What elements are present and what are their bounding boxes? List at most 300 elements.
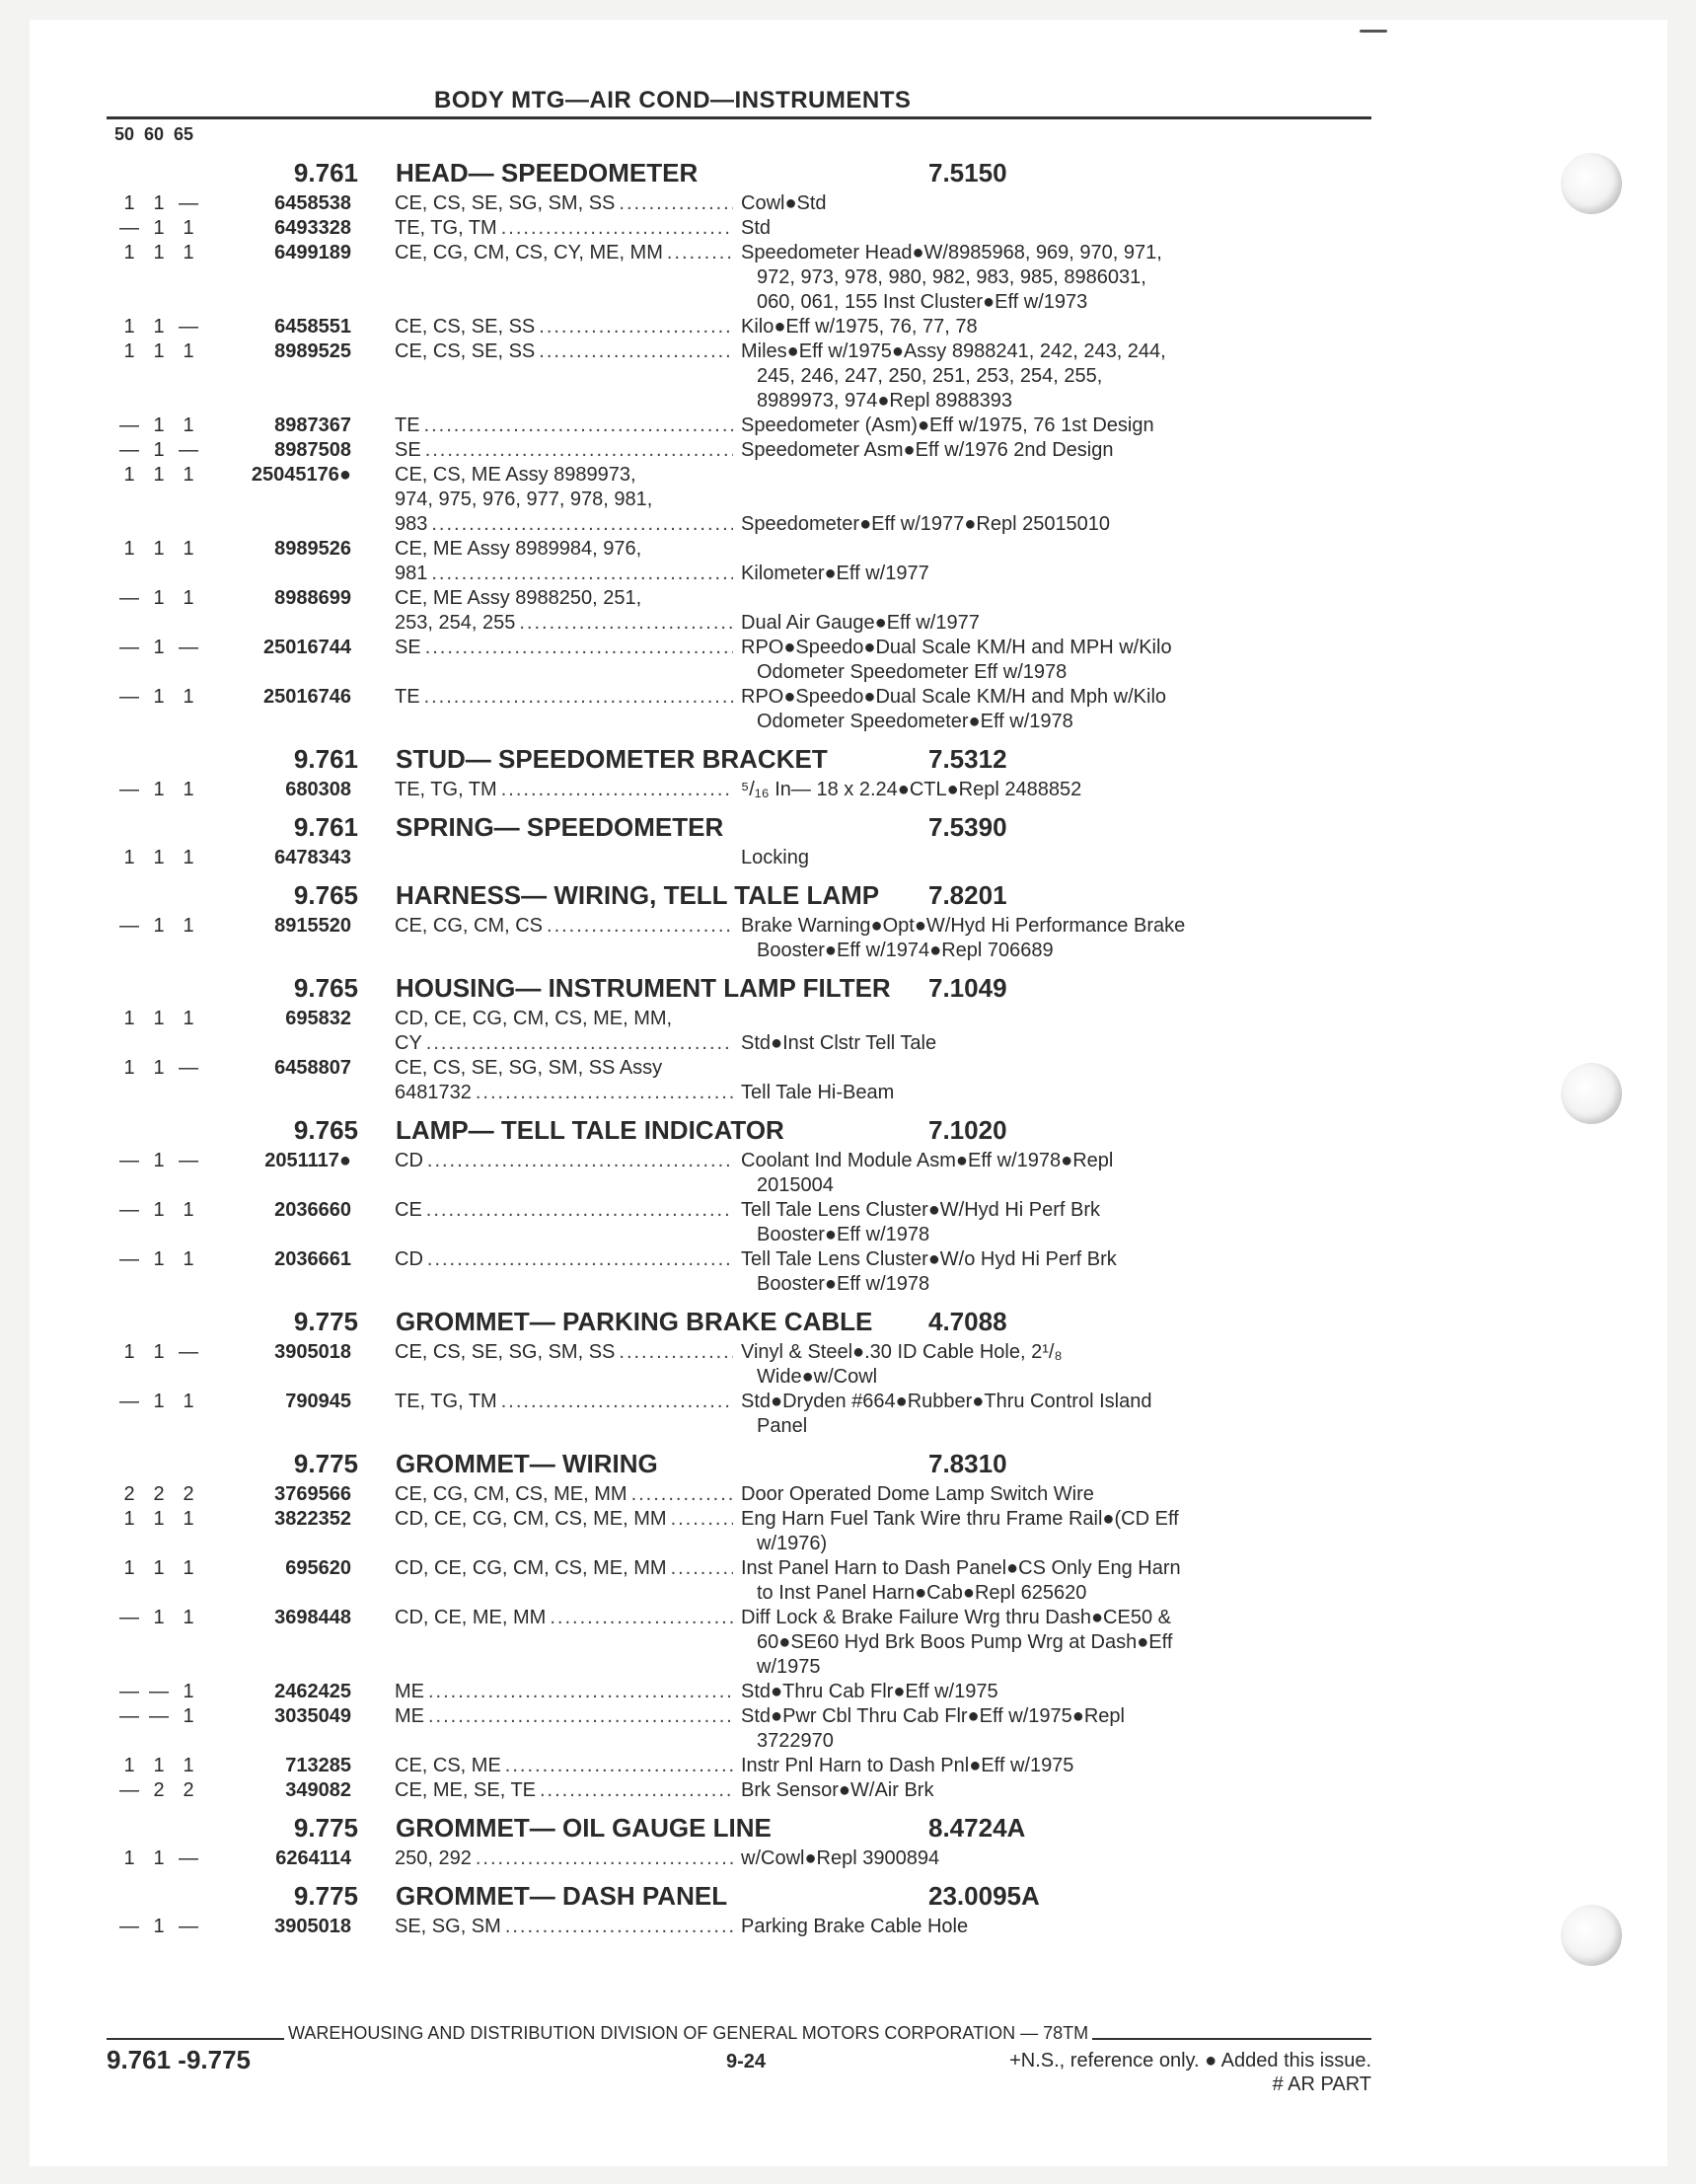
year-65-qty: 1 xyxy=(183,1508,194,1530)
year-60-qty: — xyxy=(149,1705,169,1727)
section-heading xyxy=(114,1881,1371,1911)
description-line: Coolant Ind Module Asm●Eff w/1978●Repl xyxy=(741,1150,1114,1171)
description-line: Std●Thru Cab Flr●Eff w/1975 xyxy=(741,1681,998,1702)
description-line: Kilometer●Eff w/1977 xyxy=(741,563,929,584)
part-description xyxy=(733,1482,1323,1507)
section-number: 9.761 xyxy=(293,812,358,842)
part-number: 25016744 xyxy=(263,637,351,658)
year-65-qty: — xyxy=(179,1057,198,1079)
part-description xyxy=(733,1846,1323,1871)
description-line xyxy=(741,1007,1323,1031)
leader-dots xyxy=(615,1340,733,1365)
part-number: 695620 xyxy=(285,1557,351,1579)
part-description xyxy=(733,438,1323,463)
part-number: 2051117● xyxy=(264,1150,351,1171)
part-description xyxy=(733,1507,1323,1556)
description-line: Instr Pnl Harn to Dash Pnl●Eff w/1975 xyxy=(741,1755,1074,1776)
section-name: GROMMET— OIL GAUGE LINE xyxy=(396,1813,772,1843)
description-line: ⁵/₁₆ In— 18 x 2.24●CTL●Repl 2488852 xyxy=(741,779,1082,800)
part-description xyxy=(733,191,1323,216)
year-50-qty: — xyxy=(119,915,139,937)
year-60-qty: — xyxy=(149,1681,169,1702)
year-50-qty: 1 xyxy=(123,192,135,214)
application-line xyxy=(395,1223,733,1247)
part-row xyxy=(114,1198,1371,1247)
part-number: 8987367 xyxy=(274,414,351,436)
year-50-qty: — xyxy=(119,637,139,658)
year-65-qty: 1 xyxy=(183,1557,194,1579)
part-description xyxy=(733,1390,1323,1439)
application-line xyxy=(395,1272,733,1297)
part-row xyxy=(114,685,1371,734)
leader-dots xyxy=(615,191,733,216)
description-line: Std●Dryden #664●Rubber●Thru Control Island xyxy=(741,1391,1152,1412)
part-description xyxy=(733,1056,1323,1105)
application-line xyxy=(395,710,733,734)
year-60-qty: 1 xyxy=(153,1916,165,1937)
year-50-qty: 2 xyxy=(123,1483,135,1505)
year-50-qty: 1 xyxy=(123,847,135,868)
description-line: Speedometer●Eff w/1977●Repl 25015010 xyxy=(741,513,1111,535)
year-65-qty: 1 xyxy=(183,1008,194,1029)
application-text: TE, TG, TM xyxy=(395,779,497,800)
application-line xyxy=(395,685,733,710)
application-line xyxy=(395,1581,733,1606)
leader-dots xyxy=(420,685,733,710)
part-row xyxy=(114,463,1371,537)
leader-dots xyxy=(663,241,733,265)
leader-dots xyxy=(424,1680,733,1704)
application-codes xyxy=(357,1198,733,1247)
year-65-qty: — xyxy=(179,1341,198,1363)
application-line xyxy=(395,1031,733,1056)
legend-line: +N.S., reference only. ● Added this issue. xyxy=(1009,2050,1371,2071)
application-text: TE, TG, TM xyxy=(395,1391,497,1412)
part-row xyxy=(114,1482,1371,1507)
application-line xyxy=(395,1149,733,1173)
description-line: Eng Harn Fuel Tank Wire thru Frame Rail●(CD Eff xyxy=(741,1508,1179,1530)
application-codes xyxy=(357,586,733,636)
application-line xyxy=(395,1173,733,1198)
part-description xyxy=(733,1340,1323,1390)
description-line: Brk Sensor●W/Air Brk xyxy=(741,1779,934,1801)
part-row xyxy=(114,339,1371,414)
application-codes xyxy=(357,1007,733,1056)
year-50-qty: 1 xyxy=(123,1847,135,1869)
section-heading xyxy=(114,744,1371,774)
application-line xyxy=(395,389,733,414)
year-65-qty: 1 xyxy=(183,1755,194,1776)
year-65-qty: 1 xyxy=(183,1391,194,1412)
leader-dots xyxy=(420,414,733,438)
part-number: 6493328 xyxy=(274,217,351,239)
application-line xyxy=(395,1606,733,1630)
application-line xyxy=(395,1056,733,1081)
part-description xyxy=(733,537,1323,586)
year-65-qty: 2 xyxy=(183,1779,194,1801)
application-text: CD xyxy=(395,1150,423,1171)
part-number: 25016746 xyxy=(263,686,351,708)
application-text: CD xyxy=(395,1248,423,1270)
page-title: BODY MTG—AIR COND—INSTRUMENTS xyxy=(434,87,912,113)
description-line: Miles●Eff w/1975●Assy 8988241, 242, 243, 244, xyxy=(741,340,1166,362)
application-line xyxy=(395,339,733,364)
part-number: 3905018 xyxy=(274,1341,351,1363)
application-line xyxy=(395,1482,733,1507)
part-description xyxy=(733,1247,1323,1297)
year-60-qty: 1 xyxy=(153,1607,165,1628)
application-line xyxy=(395,914,733,939)
part-row xyxy=(114,414,1371,438)
section-name: HEAD— SPEEDOMETER xyxy=(396,158,699,188)
application-line xyxy=(395,1630,733,1655)
part-number: 695832 xyxy=(285,1008,351,1029)
year-50-qty: — xyxy=(119,1607,139,1628)
part-number: 6458538 xyxy=(274,192,351,214)
application-codes xyxy=(357,1754,733,1778)
description-line: 060, 061, 155 Inst Cluster●Eff w/1973 xyxy=(757,291,1088,313)
year-65-qty: — xyxy=(179,1916,198,1937)
year-60-qty: 1 xyxy=(153,1847,165,1869)
application-codes xyxy=(357,1149,733,1198)
part-row xyxy=(114,1247,1371,1297)
application-text: 981 xyxy=(395,563,428,584)
part-description xyxy=(733,1778,1323,1803)
year-65-qty: 1 xyxy=(183,340,194,362)
section-name: STUD— SPEEDOMETER BRACKET xyxy=(396,744,828,774)
year-65-qty: — xyxy=(179,1847,198,1869)
application-line xyxy=(395,315,733,339)
application-line xyxy=(395,488,733,512)
part-description xyxy=(733,586,1323,636)
application-text: CE, CG, CM, CS xyxy=(395,915,544,937)
application-line xyxy=(395,414,733,438)
application-text: CE, CS, SE, SS xyxy=(395,316,536,338)
application-line xyxy=(395,1778,733,1803)
application-codes xyxy=(357,636,733,685)
year-60-qty: 1 xyxy=(153,1755,165,1776)
application-line xyxy=(395,1532,733,1556)
part-description xyxy=(733,1556,1323,1606)
application-line xyxy=(395,265,733,290)
application-line xyxy=(395,939,733,963)
application-line xyxy=(395,1390,733,1414)
application-line xyxy=(395,1340,733,1365)
application-line xyxy=(395,1198,733,1223)
part-row xyxy=(114,241,1371,315)
description-line: Wide●w/Cowl xyxy=(757,1366,878,1388)
description-line: Speedometer Asm●Eff w/1976 2nd Design xyxy=(741,439,1114,461)
footer-range: 9.761 -9.775 xyxy=(107,2045,252,2074)
description-line: 8989973, 974●Repl 8988393 xyxy=(757,390,1012,412)
application-line xyxy=(395,1507,733,1532)
part-row xyxy=(114,636,1371,685)
section-code: 8.4724A xyxy=(928,1813,1026,1843)
year-50-qty: — xyxy=(119,414,139,436)
description-line: Tell Tale Lens Cluster●W/o Hyd Hi Perf Brk xyxy=(741,1248,1117,1270)
part-row xyxy=(114,586,1371,636)
application-text: CE, ME, SE, TE xyxy=(395,1779,536,1801)
part-description xyxy=(733,339,1323,414)
application-line xyxy=(395,216,733,241)
application-text: SE xyxy=(395,439,421,461)
description-line: Odometer Speedometer Eff w/1978 xyxy=(757,661,1068,683)
part-row xyxy=(114,1704,1371,1754)
application-text: TE xyxy=(395,414,420,436)
part-number: 8987508 xyxy=(274,439,351,461)
title-rule xyxy=(107,116,1371,119)
description-line: Vinyl & Steel●.30 ID Cable Hole, 2¹/₈ xyxy=(741,1341,1063,1363)
year-50-qty: 1 xyxy=(123,538,135,560)
part-number: 8915520 xyxy=(274,915,351,937)
section-heading xyxy=(114,1813,1371,1843)
description-line xyxy=(741,586,1323,611)
section-heading xyxy=(114,812,1371,842)
application-text: CE, ME Assy 8988250, 251, xyxy=(395,587,642,609)
part-number: 25045176● xyxy=(251,464,351,486)
year-65-qty: 1 xyxy=(183,779,194,800)
leader-dots xyxy=(427,562,733,586)
part-description xyxy=(733,241,1323,315)
year-65-qty: 1 xyxy=(183,587,194,609)
parts-list xyxy=(114,148,1371,1939)
year-65-qty: 1 xyxy=(183,1607,194,1628)
application-codes xyxy=(357,1846,733,1871)
year-50-qty: — xyxy=(119,217,139,239)
year-65-qty: — xyxy=(179,1150,198,1171)
application-line xyxy=(395,636,733,660)
year-65-qty: 1 xyxy=(183,847,194,868)
section-number: 9.765 xyxy=(293,880,358,910)
part-row xyxy=(114,778,1371,802)
part-row xyxy=(114,1390,1371,1439)
application-text: CE, CG, CM, CS, CY, ME, MM xyxy=(395,242,663,264)
year-50-qty: — xyxy=(119,779,139,800)
page-mark xyxy=(1360,30,1387,33)
part-row xyxy=(114,1846,1371,1871)
part-number: 3822352 xyxy=(274,1508,351,1530)
application-line xyxy=(395,290,733,315)
application-codes xyxy=(357,216,733,241)
description-line: Kilo●Eff w/1975, 76, 77, 78 xyxy=(741,316,978,338)
leader-dots xyxy=(667,1507,733,1532)
application-text: CE, CS, ME Assy 8989973, xyxy=(395,464,636,486)
application-line xyxy=(395,1365,733,1390)
description-line: Tell Tale Lens Cluster●W/Hyd Hi Perf Brk xyxy=(741,1199,1101,1221)
part-number: 6458551 xyxy=(274,316,351,338)
year-65-qty: 1 xyxy=(183,217,194,239)
application-line xyxy=(395,660,733,685)
description-line: 245, 246, 247, 250, 251, 253, 254, 255, xyxy=(757,365,1103,387)
application-text: CE, CS, ME xyxy=(395,1755,501,1776)
application-line xyxy=(395,778,733,802)
year-60-qty: 1 xyxy=(153,587,165,609)
application-codes xyxy=(357,241,733,315)
application-codes xyxy=(357,191,733,216)
application-codes xyxy=(357,537,733,586)
application-codes xyxy=(357,1507,733,1556)
part-row xyxy=(114,438,1371,463)
application-codes xyxy=(357,1247,733,1297)
year-50-qty: 1 xyxy=(123,1557,135,1579)
application-text: CE, CS, SE, SS xyxy=(395,340,536,362)
year-60-qty: 1 xyxy=(153,1199,165,1221)
part-row xyxy=(114,191,1371,216)
year-60-qty: 2 xyxy=(153,1779,165,1801)
part-row xyxy=(114,1056,1371,1105)
section-code: 23.0095A xyxy=(928,1881,1040,1911)
leader-dots xyxy=(536,1778,733,1803)
application-codes xyxy=(357,1915,733,1939)
part-description xyxy=(733,1007,1323,1056)
application-line xyxy=(395,562,733,586)
year-65-qty: — xyxy=(179,192,198,214)
description-line: Speedometer Head●W/8985968, 969, 970, 971, xyxy=(741,242,1162,264)
description-line: Booster●Eff w/1974●Repl 706689 xyxy=(757,940,1054,961)
year-60-qty: 1 xyxy=(153,242,165,264)
year-50-qty: — xyxy=(119,439,139,461)
leader-dots xyxy=(501,1915,733,1939)
footer-division: WAREHOUSING AND DISTRIBUTION DIVISION OF GENERAL MOTORS CORPORATION — 78TM xyxy=(288,2023,1089,2043)
application-line xyxy=(395,1655,733,1680)
leader-dots xyxy=(427,512,733,537)
description-line: Cowl●Std xyxy=(741,192,827,214)
description-line: Dual Air Gauge●Eff w/1977 xyxy=(741,612,980,634)
part-number: 6458807 xyxy=(274,1057,351,1079)
description-line: to Inst Panel Harn●Cab●Repl 625620 xyxy=(757,1582,1087,1604)
application-line xyxy=(395,1081,733,1105)
application-text: CD, CE, CG, CM, CS, ME, MM xyxy=(395,1557,667,1579)
part-row xyxy=(114,216,1371,241)
application-codes xyxy=(357,463,733,537)
year-columns-header: 50 60 65 xyxy=(114,124,194,144)
part-number: 3698448 xyxy=(274,1607,351,1628)
application-text: SE, SG, SM xyxy=(395,1916,501,1937)
application-line xyxy=(395,1729,733,1754)
year-60-qty: 1 xyxy=(153,316,165,338)
section-name: HOUSING— INSTRUMENT LAMP FILTER xyxy=(396,973,891,1003)
leader-dots xyxy=(497,1390,733,1414)
year-65-qty: 1 xyxy=(183,1199,194,1221)
leader-dots xyxy=(472,1081,733,1105)
section-code: 7.5390 xyxy=(928,812,1007,842)
year-60-qty: 1 xyxy=(153,464,165,486)
description-line: Brake Warning●Opt●W/Hyd Hi Performance Brake xyxy=(741,915,1186,937)
year-60-qty: 1 xyxy=(153,414,165,436)
application-text: CD, CE, CG, CM, CS, ME, MM xyxy=(395,1508,667,1530)
part-number: 8988699 xyxy=(274,587,351,609)
leader-dots xyxy=(423,1149,733,1173)
year-60-qty: 1 xyxy=(153,1508,165,1530)
part-number: 8989526 xyxy=(274,538,351,560)
section-heading xyxy=(114,973,1371,1003)
description-line xyxy=(741,1056,1323,1081)
description-line: 2015004 xyxy=(757,1174,834,1196)
section-number: 9.775 xyxy=(293,1449,358,1478)
section-name: GROMMET— DASH PANEL xyxy=(396,1881,728,1911)
year-60-qty: 1 xyxy=(153,217,165,239)
description-line xyxy=(741,488,1323,512)
year-60-qty: 1 xyxy=(153,1008,165,1029)
year-65-qty: 1 xyxy=(183,538,194,560)
part-description xyxy=(733,1606,1323,1680)
application-text: CE, CS, SE, SG, SM, SS xyxy=(395,1341,616,1363)
application-line xyxy=(395,191,733,216)
year-50-qty: 1 xyxy=(123,1008,135,1029)
description-line xyxy=(741,537,1323,562)
application-codes xyxy=(357,315,733,339)
application-text: 974, 975, 976, 977, 978, 981, xyxy=(395,489,653,510)
application-codes xyxy=(357,1704,733,1754)
year-65-qty: — xyxy=(179,439,198,461)
leader-dots xyxy=(424,1704,733,1729)
leader-dots xyxy=(422,1198,733,1223)
year-50-qty: 1 xyxy=(123,1057,135,1079)
year-50-qty: — xyxy=(119,1150,139,1171)
part-number: 2036661 xyxy=(274,1248,351,1270)
year-50-qty: — xyxy=(119,1705,139,1727)
section-heading xyxy=(114,1307,1371,1336)
description-line: Door Operated Dome Lamp Switch Wire xyxy=(741,1483,1094,1505)
application-text: ME xyxy=(395,1681,424,1702)
part-row xyxy=(114,1149,1371,1198)
section-name: LAMP— TELL TALE INDICATOR xyxy=(396,1115,784,1145)
footer-division-line xyxy=(107,2023,1371,2044)
leader-dots xyxy=(535,315,733,339)
year-50-qty: 1 xyxy=(123,316,135,338)
year-60-qty: 1 xyxy=(153,915,165,937)
part-description xyxy=(733,315,1323,339)
application-codes xyxy=(357,438,733,463)
section-code: 7.1020 xyxy=(928,1115,1007,1145)
year-60-qty: 1 xyxy=(153,340,165,362)
application-line xyxy=(395,537,733,562)
year-50-qty: — xyxy=(119,1916,139,1937)
section-name: SPRING— SPEEDOMETER xyxy=(396,812,724,842)
part-number: 6264114 xyxy=(275,1847,351,1869)
year-65-qty: — xyxy=(179,637,198,658)
application-codes xyxy=(357,1482,733,1507)
application-line xyxy=(395,846,733,870)
part-row xyxy=(114,1680,1371,1704)
section-number: 9.775 xyxy=(293,1813,358,1843)
application-codes xyxy=(357,1606,733,1680)
application-codes xyxy=(357,846,733,870)
part-description xyxy=(733,463,1323,537)
legend-line: # AR PART xyxy=(1272,2073,1371,2095)
part-description xyxy=(733,1198,1323,1247)
application-text: TE xyxy=(395,686,420,708)
year-65-qty: 1 xyxy=(183,414,194,436)
description-line: w/1976) xyxy=(757,1533,828,1554)
year-65-qty: 1 xyxy=(183,1681,194,1702)
year-50-qty: 1 xyxy=(123,1755,135,1776)
year-60-qty: 1 xyxy=(153,1248,165,1270)
year-60-qty: 1 xyxy=(153,637,165,658)
part-row xyxy=(114,1556,1371,1606)
description-line: Booster●Eff w/1978 xyxy=(757,1224,930,1245)
application-codes xyxy=(357,1390,733,1439)
description-line: Inst Panel Harn to Dash Panel●CS Only Eng Harn xyxy=(741,1557,1181,1579)
leader-dots xyxy=(472,1846,733,1871)
section-name: HARNESS— WIRING, TELL TALE LAMP xyxy=(396,880,880,910)
year-60-qty: 1 xyxy=(153,1341,165,1363)
application-line xyxy=(395,1680,733,1704)
application-line xyxy=(395,1704,733,1729)
year-65-qty: 1 xyxy=(183,1248,194,1270)
description-line: Std●Pwr Cbl Thru Cab Flr●Eff w/1975●Repl xyxy=(741,1705,1125,1727)
section-code: 7.5150 xyxy=(928,158,1007,188)
